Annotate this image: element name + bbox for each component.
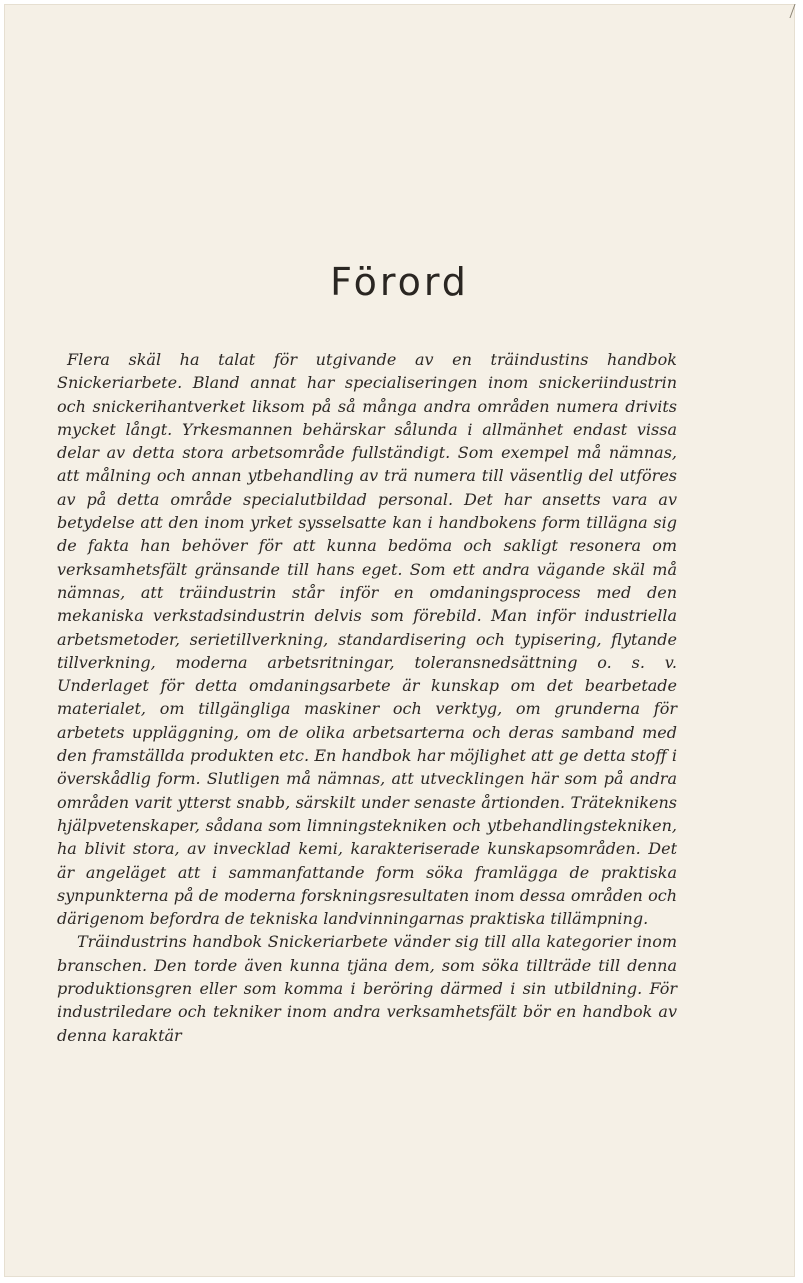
body-text [57, 348, 677, 1047]
page-corner-mark [783, 4, 795, 18]
book-page [4, 4, 795, 1277]
page-title: Förord [330, 260, 469, 304]
paragraph-2: Träindustrins handbok Snickeriarbete vänder sig till alla kategorier inom branschen. Den torde även kunna tjäna dem, som söka tillträde till denna produktionsgren eller som komma i beröring därmed i sin utbildning. För industriledare och tekniker inom andra verksamhetsfält bör en handbok av denna karaktär [57, 932, 677, 1045]
paragraph-1: Flera skäl ha talat för utgivande av en träindustins handbok Snickeriarbete. Bland annat har specialiseringen inom snickeriindustrin och snickerihantverket liksom på så många andra områden numera drivits mycket långt. Yrkesmannen behärskar sålunda i allmänhet endast vissa delar av detta stora arbetsområde fullständigt. Som exempel må nämnas, att målning och annan ytbehandling av trä numera till väsentlig del utföres av på detta område specialutbildad personal. Det har ansetts vara av betydelse att den inom yrket sysselsatte kan i handbokens form tillägna sig de fakta han behöver för att kunna bedöma och sakligt resonera om verksamhetsfält gränsande till hans eget. Som ett andra vägande skäl må nämnas, att träindustrin står inför en omdaningsprocess med den mekaniska verkstadsindustrin delvis som förebild. Man inför industriella arbetsmetoder, serietillverkning, standardisering och typisering, flytande tillverkning, moderna arbetsritningar, toleransnedsättning o. s. v. Underlaget för detta omdaningsarbete är kunskap om det bearbetade materialet, om tillgängliga maskiner och verktyg, om grunderna för arbetets uppläggning, om de olika arbetsarterna och deras samband med den framställda produkten etc. En handbok har möjlighet att ge detta stoff i överskådlig form. Slutligen må nämnas, att utvecklingen här som på andra områden varit ytterst snabb, särskilt under senaste årtionden. Träteknikens hjälpvetenskaper, sådana som limningstekniken och ytbehandlingstekniken, ha blivit stora, av invecklad kemi, karakteriserade kunskapsområden. Det är angeläget att i sammanfattande form söka framlägga de praktiska synpunkterna på de moderna forskningsresultaten inom dessa områden och därigenom befordra de tekniska landvinningarnas praktiska tillämpning. [57, 350, 677, 929]
